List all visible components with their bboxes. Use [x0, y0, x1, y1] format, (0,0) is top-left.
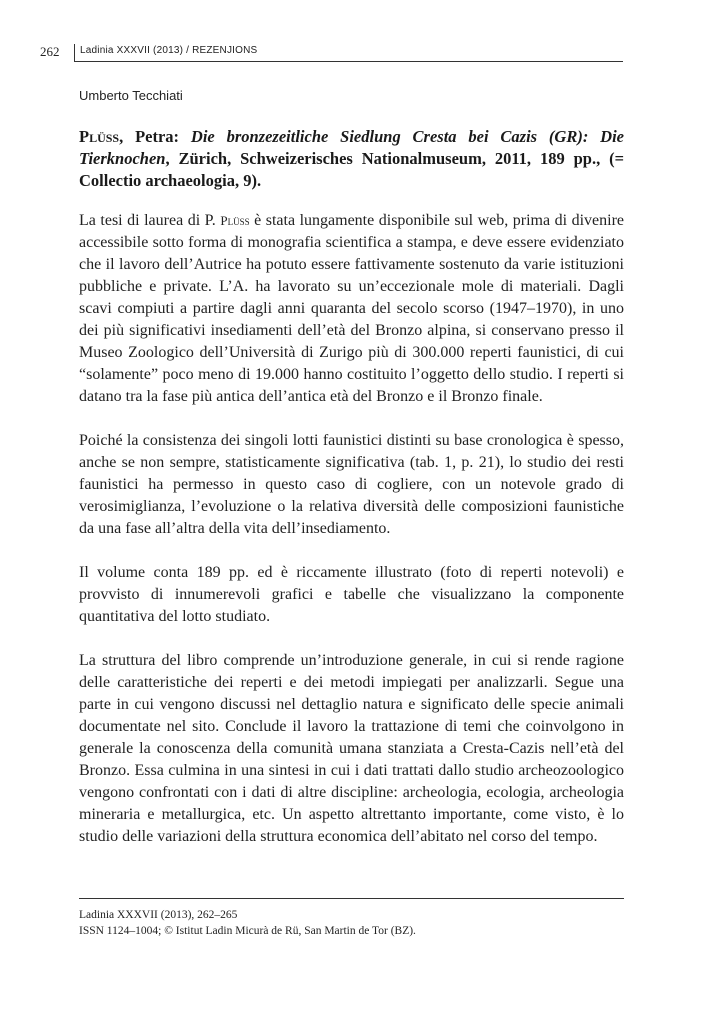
review-body — [79, 210, 624, 870]
paragraph-4: La struttura del libro comprende un’introduzione generale, in cui si rende ragione delle caratteristiche dei reperti e dei metodi impiegati per analizzarli. Segue una parte in cui vengono discussi nel dettaglio natura e significato delle specie animali documentate nel sito. Conclude il lavoro la trattazione di temi che coinvolgono in generale la conoscenza della comunità umana stanziata a Cresta-Cazis nell’età del Bronzo. Essa culmina in una sintesi in cui i dati trattati dallo studio archeozoologico vengono confrontati con i dati di altre discipline: archeologia, ecologia, archeologia mineraria e metallurgica, etc. Un aspetto altrettanto importante, come visto, è lo studio delle variazioni della struttura economica dell’abitato nel corso del tempo. — [79, 652, 624, 845]
paragraph-2: Poiché la consistenza dei singoli lotti faunistici distinti su base cronologica è spesso, anche se non sempre, statisticamente significativa (tab. 1, p. 21), lo studio dei resti faunistici ha permesso in questo caso di cogliere, con un notevole grado di verosimiglianza, l’evoluzione o la relativa diversità delle composizioni faunistiche da una fase all’altra della vita dell’insediamento. — [79, 432, 624, 537]
page-header — [40, 44, 623, 62]
paragraph-1-before: La tesi di laurea di P. — [79, 212, 221, 229]
footer-issn: ISSN 1124–1004; © Istitut Ladin Micurà de Rü, San Martin de Tor (BZ). — [79, 925, 416, 937]
paragraph-1 — [79, 210, 624, 408]
footer-rule — [79, 898, 624, 899]
running-title: Ladinia XXXVII (2013) / REZENJIONS — [80, 45, 258, 56]
page-number: 262 — [40, 44, 60, 59]
book-citation — [79, 126, 624, 192]
paragraph-3: Il volume conta 189 pp. ed è riccamente illustrato (foto di reperti notevoli) e provvisto di innumerevoli grafici e tabelle che visualizzano la componente quantitativa del lotto studiato. — [79, 564, 624, 625]
review-author: Umberto Tecchiati — [79, 88, 183, 103]
citation-title: Die bronzezeitliche Siedlung Cresta bei Cazis (GR): Die Tierknochen — [79, 127, 625, 168]
paragraph-1-after: è stata lungamente disponibile sul web, prima di divenire accessibile sotto forma di monografia scientifica a stampa, e deve essere evidenziato che il lavoro dell’Autrice ha potuto essere fattivamente sostenuto da varie istituzioni pubbliche e private. L’A. ha lavorato su un’eccezionale mole di materiali. Dagli scavi compiuti a partire dagli anni quaranta del secolo scorso (1947–1970), in uno dei più significativi insediamenti dell’età del Bronzo alpina, si conservano presso il Museo Zoologico dell’Università di Zurigo più di 300.000 reperti faunistici, di cui “solamente” poco meno di 19.000 hanno costituito l’oggetto dello studio. I reperti si datano tra la fase più antica dell’antica età del Bronzo e il Bronzo finale. — [79, 212, 625, 405]
header-underline — [74, 61, 623, 62]
header-divider — [74, 44, 75, 62]
footer-journal: Ladinia XXXVII (2013), 262–265 — [79, 909, 238, 921]
citation-details: , Zürich, Schweizerisches Nationalmuseum, 2011, 189 pp., (= Collectio archaeologia, 9). — [79, 149, 624, 190]
paragraph-1-name: Plüss — [220, 213, 250, 228]
citation-author-lastname: Plüss — [79, 127, 120, 146]
citation-author-firstname: , Petra: — [119, 127, 191, 146]
page-footer — [79, 898, 624, 939]
